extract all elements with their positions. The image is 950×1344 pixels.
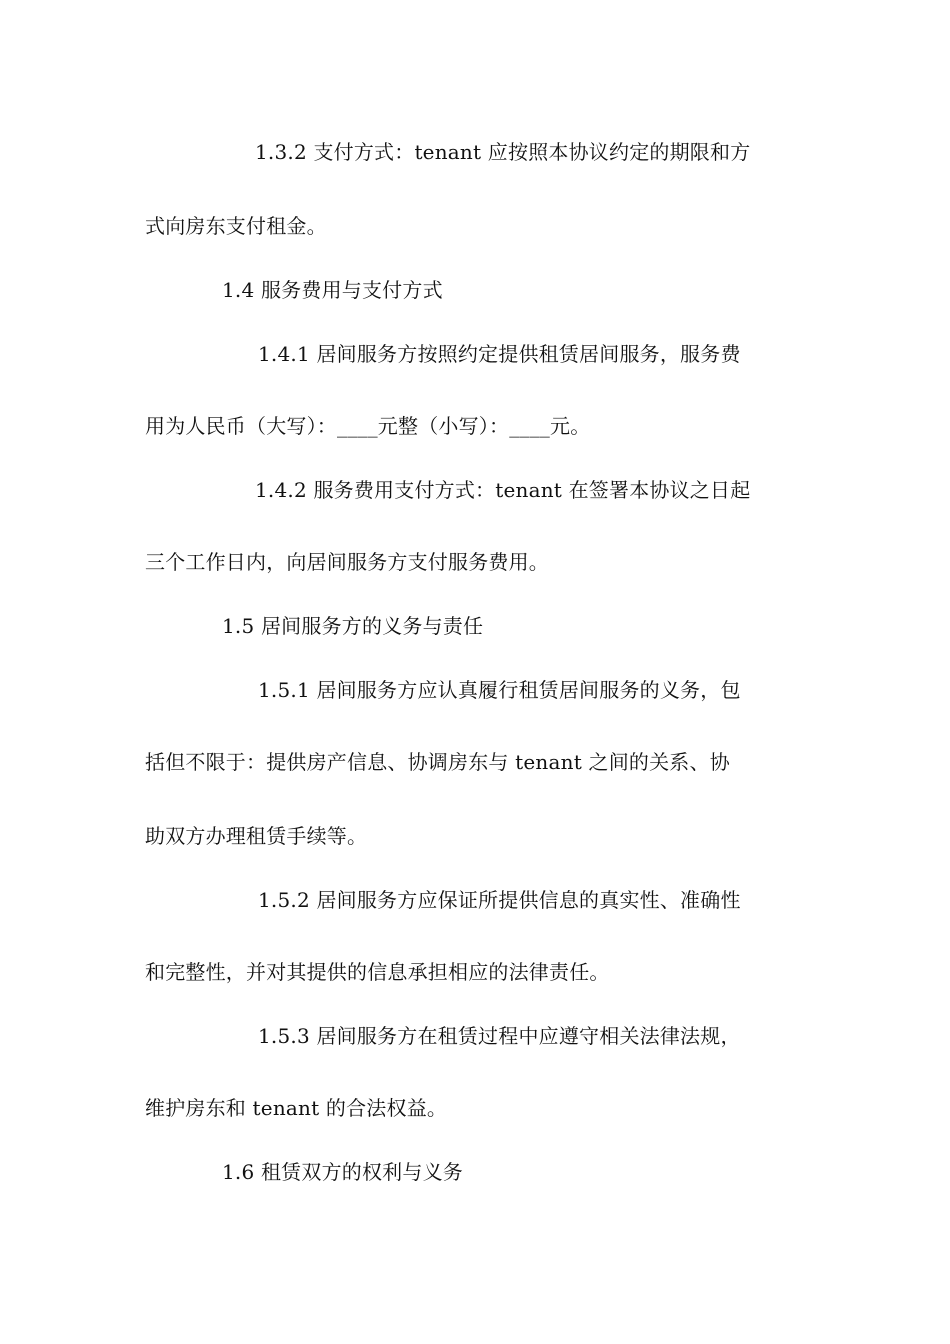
clause-1-5-1-line-1: 1.5.1 居间服务方应认真履行租赁居间服务的义务，包 [258, 678, 741, 702]
clause-1-5-3-line-2: 维护房东和 tenant 的合法权益。 [145, 1096, 448, 1120]
clause-1-4-2-line-2: 三个工作日内，向居间服务方支付服务费用。 [145, 550, 549, 574]
clause-1-3-2-line-2: 式向房东支付租金。 [145, 214, 327, 238]
clause-1-5-2-line-2: 和完整性，并对其提供的信息承担相应的法律责任。 [145, 960, 610, 984]
section-heading-1-5: 1.5 居间服务方的义务与责任 [222, 614, 484, 638]
clause-1-3-2-line-1: 1.3.2 支付方式：tenant 应按照本协议约定的期限和方 [255, 140, 751, 164]
section-heading-1-6: 1.6 租赁双方的权利与义务 [222, 1160, 463, 1184]
section-heading-1-4: 1.4 服务费用与支付方式 [222, 278, 443, 302]
clause-1-5-1-line-2: 括但不限于：提供房产信息、协调房东与 tenant 之间的关系、协 [145, 750, 730, 774]
clause-1-4-1-line-1: 1.4.1 居间服务方按照约定提供租赁居间服务，服务费 [258, 342, 741, 366]
clause-1-5-2-line-1: 1.5.2 居间服务方应保证所提供信息的真实性、准确性 [258, 888, 741, 912]
clause-1-5-1-line-3: 助双方办理租赁手续等。 [145, 824, 368, 848]
clause-1-5-3-line-1: 1.5.3 居间服务方在租赁过程中应遵守相关法律法规， [258, 1024, 741, 1048]
clause-1-4-2-line-1: 1.4.2 服务费用支付方式：tenant 在签署本协议之日起 [255, 478, 751, 502]
clause-1-4-1-line-2: 用为人民币（大写）：____元整（小写）：____元。 [145, 414, 591, 438]
